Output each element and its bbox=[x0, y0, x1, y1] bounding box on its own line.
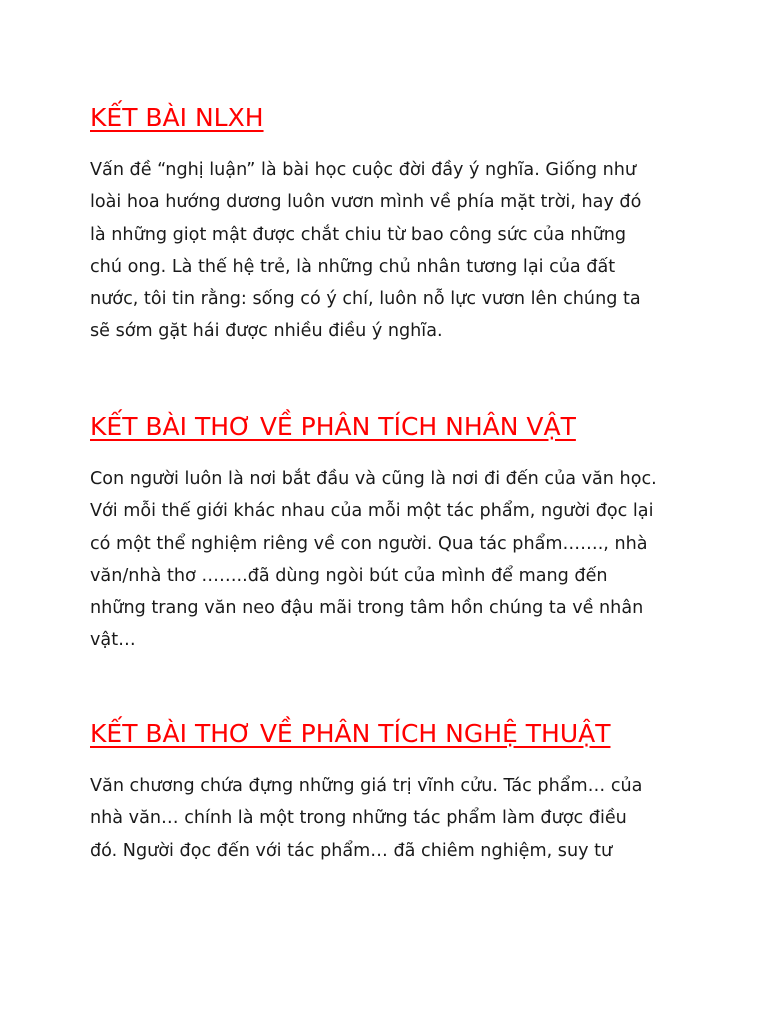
paragraph-line: Với mỗi thế giới khác nhau của mỗi một tác phẩm, người đọc lại bbox=[90, 501, 654, 522]
section-heading: KẾT BÀI THƠ VỀ PHÂN TÍCH NGHỆ THUẬT bbox=[90, 719, 611, 748]
paragraph-line: chú ong. Là thế hệ trẻ, là những chủ nhân tương lại của đất bbox=[90, 256, 616, 277]
section-phan-tich-nhan-vat bbox=[90, 411, 690, 657]
paragraph-line: Văn chương chứa đựng những giá trị vĩnh cửu. Tác phẩm… của bbox=[90, 776, 643, 796]
section-paragraph bbox=[90, 770, 690, 867]
paragraph-line: nước, tôi tin rằng: sống có ý chí, luôn nỗ lực vươn lên chúng ta bbox=[90, 289, 641, 310]
section-paragraph bbox=[90, 463, 690, 657]
paragraph-line: có một thể nghiệm riêng về con người. Qua tác phẩm……., nhà bbox=[90, 533, 648, 554]
paragraph-line: những trang văn neo đậu mãi trong tâm hồn chúng ta về nhân bbox=[90, 598, 644, 619]
section-phan-tich-nghe-thuat bbox=[90, 718, 690, 867]
paragraph-line: Vấn đề “nghị luận” là bài học cuộc đời đầy ý nghĩa. Giống như bbox=[90, 160, 637, 180]
paragraph-line: nhà văn… chính là một trong những tác phẩm làm được điều bbox=[90, 808, 627, 829]
paragraph-line: vật… bbox=[90, 630, 136, 651]
section-heading: KẾT BÀI THƠ VỀ PHÂN TÍCH NHÂN VẬT bbox=[90, 412, 576, 441]
paragraph-line: đó. Người đọc đến với tác phẩm… đã chiêm nghiệm, suy tư bbox=[90, 840, 613, 861]
paragraph-line: Con người luôn là nơi bắt đầu và cũng là nơi đi đến của văn học. bbox=[90, 469, 657, 489]
paragraph-line: sẽ sớm gặt hái được nhiều điều ý nghĩa. bbox=[90, 321, 443, 342]
paragraph-line: văn/nhà thơ ……..đã dùng ngòi bút của mình để mang đến bbox=[90, 565, 608, 586]
section-paragraph bbox=[90, 154, 690, 348]
section-ket-bai-nlxh bbox=[90, 102, 690, 348]
paragraph-line: loài hoa hướng dương luôn vươn mình về phía mặt trời, hay đó bbox=[90, 192, 642, 213]
paragraph-line: là những giọt mật được chắt chiu từ bao công sức của những bbox=[90, 224, 627, 245]
section-heading: KẾT BÀI NLXH bbox=[90, 103, 264, 132]
